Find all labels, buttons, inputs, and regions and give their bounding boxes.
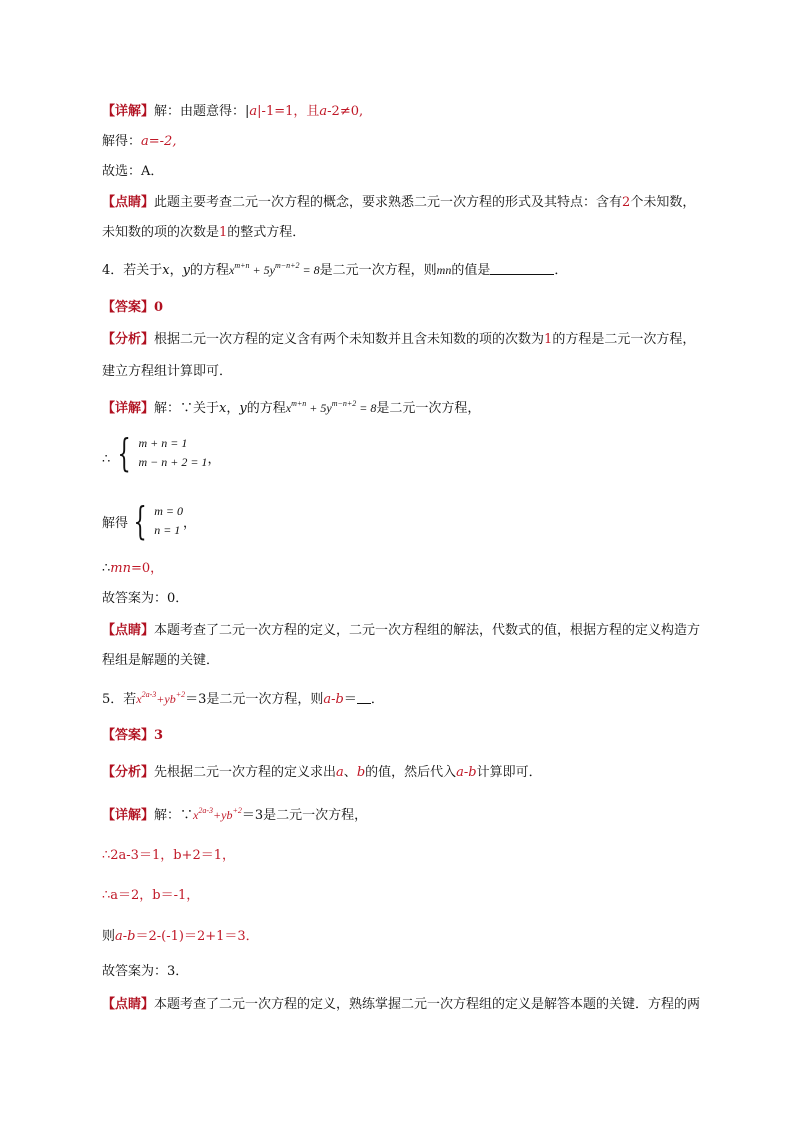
q4-solution-system: 解得 { m = 0 n = 1 ，: [102, 499, 196, 543]
q4-result-line: ∴mn=0，: [102, 561, 164, 576]
q4-final-line: 故答案为：0．: [102, 591, 189, 606]
q4-answer-line: 【答案】0: [102, 300, 164, 315]
brace: {: [133, 499, 147, 543]
q5-detail-line: 【详解】解：$\because x^{2a-3}+yb^{+2}=3$是二元一次方程，: [102, 806, 368, 823]
q4-comment-line-2: 程组是解题的关键．: [102, 653, 220, 668]
q3-solve-line: 解得：a=-2,: [102, 134, 177, 149]
q5-comment-line: 【点睛】本题考查了二元一次方程的定义，熟练掌握二元一次方程组的定义是解答本题的关键．方程的两: [102, 997, 701, 1012]
q4-equation: $x^{m+n} + 5y^{m-n+2} = 8$: [229, 261, 320, 277]
q5-analysis-line: 【分析】先根据二元一次方程的定义求出a、b的值，然后代入a-b计算即可．: [102, 765, 542, 780]
q3-comment-line-2: 未知数的项的次数是1的整式方程．: [102, 225, 306, 240]
q3-comment-line-1: 【点睛】此题主要考查二元一次方程的概念，要求熟悉二元一次方程的形式及其特点：含有2个未知数，: [102, 195, 696, 210]
q4-analysis-line-1: 【分析】根据二元一次方程的定义含有两个未知数并且含未知数的项的次数为1的方程是二元一次方程，: [102, 332, 696, 347]
q5-final-line: 故答案为：3．: [102, 964, 189, 979]
analysis-tag: 【分析】: [102, 332, 155, 347]
q3-choose-line: 故选：A．: [102, 164, 164, 179]
q4-analysis-line-2: 建立方程组计算即可．: [102, 364, 233, 379]
answer-blank: [357, 691, 371, 704]
comment-tag: 【点睛】: [102, 195, 155, 210]
detail-tag: 【详解】: [102, 104, 155, 119]
answer-blank: [490, 262, 554, 275]
q5-step-2: ∴a＝2，b＝-1，: [102, 888, 200, 903]
q4-detail-line: 【详解】解：∵关于x，y的方程$x^{m+n} + 5y^{m-n+2} = 8$是二元一次方程，: [102, 399, 481, 416]
q3-detail-line: 【详解】解：由题意得：|a|-1=1，且a-2≠0,: [102, 104, 364, 119]
q4-comment-line-1: 【点睛】本题考查了二元一次方程的定义，二元一次方程组的解法，代数式的值，根据方程的定义构造方: [102, 623, 701, 638]
q4-stem: 4．若关于x，y的方程$x^{m+n} + 5y^{m-n+2} = 8$是二元一次方程，则mn的值是 ．: [102, 261, 568, 278]
q5-stem: 5．若$x^{2a-3}+yb^{+2}=3$是二元一次方程，则a-b＝ ．: [102, 690, 384, 707]
q5-step-3: 则a-b＝2-(-1)＝2+1＝3．: [102, 929, 259, 944]
q5-answer-line: 【答案】3: [102, 728, 164, 743]
q4-equation-system: ∴ { m + n = 1 m − n + 2 = 1 ，: [102, 431, 221, 475]
answer-tag: 【答案】: [102, 300, 155, 315]
brace: {: [117, 431, 132, 475]
q5-step-1: ∴2a-3＝1，b+2＝1，: [102, 848, 235, 863]
